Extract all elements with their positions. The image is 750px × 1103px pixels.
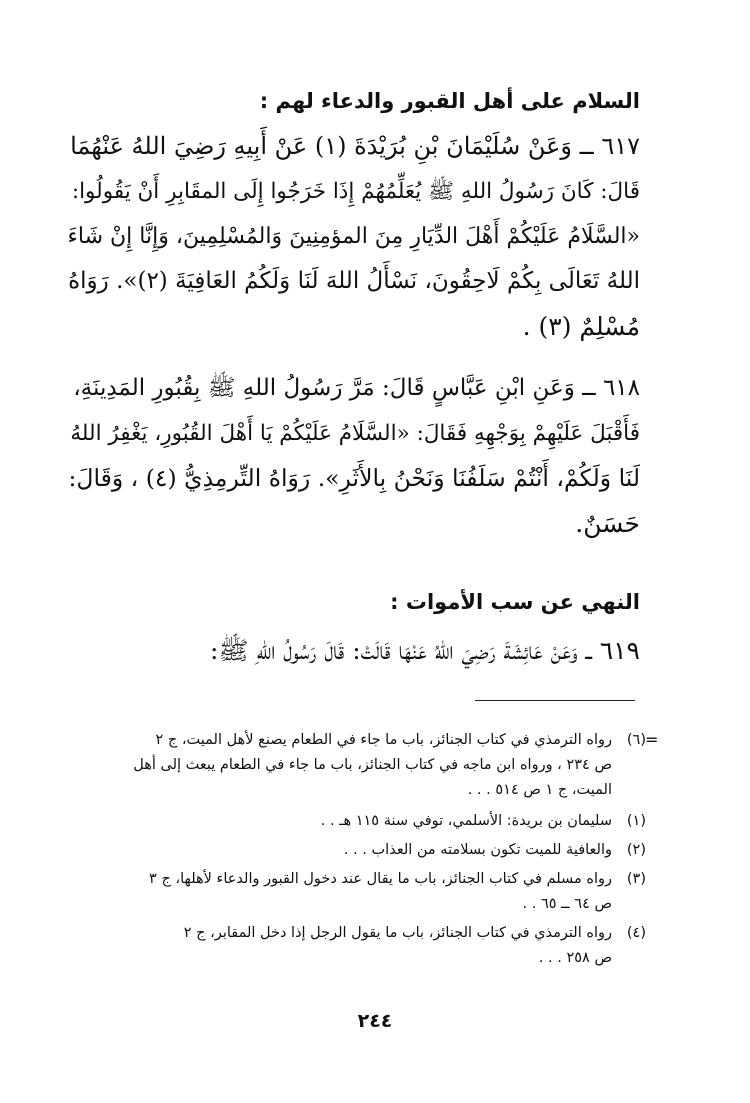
hadith-617-line-1: ٦١٧ ــ وَعَنْ سُلَيْمَانَ بْنِ بُرَيْدَةَ (١) عَنْ أَبِيهِ رَضِيَ اللهُ عَنْهُمَا	[70, 132, 640, 160]
footnote-4	[61, 921, 646, 971]
footnote-continuation-mark: =	[645, 730, 659, 749]
hadith-619	[68, 628, 640, 673]
footnote-text: سليمان بن بريدة: الأسلمي، توفي سنة ١١٥ هـ . .	[320, 813, 612, 829]
hadith-617-line-5: مُسْلِمٌ (٣) .	[522, 312, 640, 341]
section-heading-greeting-graves: السلام على أهل القبور والدعاء لهم :	[259, 89, 640, 113]
footnote-text: رواه الترمذي في كتاب الجنائز، باب ما جاء في الطعام يصنع لأهل الميت، ج ٢	[155, 732, 612, 748]
footnote-divider	[475, 700, 635, 701]
hadith-618-line-1: ٦١٨ ــ وَعَنِ ابْنِ عَبَّاسٍ قَالَ: مَرَّ رَسُولُ اللهِ ﷺ بِقُبُورِ المَدِينَةِ،	[73, 375, 640, 401]
footnote-6	[61, 728, 646, 803]
hadith-617-line-4: اللهُ تَعَالَى بِكُمْ لَاحِقُونَ، نَسْأَلُ اللهَ لَنَا وَلَكُمُ العَافِيَةَ (٢)». رَوَاهُ	[68, 268, 640, 294]
footnote-text: ص ٦٤ ــ ٦٥ . .	[522, 896, 612, 912]
footnote-number: (١)	[626, 813, 646, 829]
hadith-617-line-3: «السَّلَامُ عَلَيْكُمْ أَهْلَ الدِّيَارِ مِنَ المؤمِنِينَ وَالمُسْلِمِينَ، وَإِنَّا إِنْ شَاءَ	[68, 224, 640, 249]
footnote-text: رواه الترمذي في كتاب الجنائز، باب ما يقول الرجل إذا دخل المقابر، ج ٢	[183, 925, 612, 941]
footnote-3	[61, 867, 646, 917]
footnote-2	[61, 838, 646, 863]
footnote-text: والعافية للميت تكون بسلامته من العذاب . . .	[343, 842, 612, 858]
footnote-number: (٤)	[626, 925, 646, 941]
footnote-text: ص ٢٣٤ ، ورواه ابن ماجه في كتاب الجنائز، باب ما جاء في الطعام يبعث إلى أهل	[133, 757, 612, 773]
footnote-number: (٢)	[626, 842, 646, 858]
footnote-1	[61, 809, 646, 834]
section-heading-no-insulting-dead: النهي عن سب الأموات :	[390, 590, 640, 614]
hadith-618-line-4: حَسَنٌ.	[575, 509, 640, 538]
hadith-617	[68, 124, 640, 349]
hadith-617-line-2: قَالَ: كَانَ رَسُولُ اللهِ ﷺ يُعَلِّمُهُمْ إِذَا خَرَجُوا إِلَى المقَابِرِ أَنْ يَقُولُوا:	[71, 179, 640, 204]
footnote-text: الميت، ج ١ ص ٥١٤ . . .	[467, 782, 612, 798]
page-number: ٢٤٤	[357, 1010, 393, 1032]
footnote-number: (٣)	[626, 871, 646, 887]
hadith-619-line-1: ٦١٩ ــ وَعَنْ عَائِشَةَ رَضِيَ اللهُ عَنْهَا قَالَتْ: قَالَ رَسُولُ اللهِ ﷺ:	[210, 636, 640, 665]
footnote-text: ص ٢٥٨ . . .	[538, 950, 612, 966]
footnotes	[61, 728, 646, 971]
hadith-618	[68, 366, 640, 546]
hadith-618-line-3: لَنَا وَلَكُمْ، أَنْتُمْ سَلَفُنَا وَنَحْنُ بِالأَثَرِ». رَوَاهُ التِّرمِذِيُّ (٤) ، وَقَالَ:	[68, 464, 640, 492]
footnote-text: رواه مسلم في كتاب الجنائز، باب ما يقال عند دخول القبور والدعاء لأهلها، ج ٣	[149, 871, 612, 887]
footnote-number: (٦)	[626, 732, 646, 748]
hadith-618-line-2: فَأَقْبَلَ عَلَيْهِمْ بِوَجْهِهِ فَقَالَ: «السَّلَامُ عَلَيْكُمْ يَا أَهْلَ القُبُورِ، يَغْفِرُ اللهُ	[70, 421, 640, 446]
